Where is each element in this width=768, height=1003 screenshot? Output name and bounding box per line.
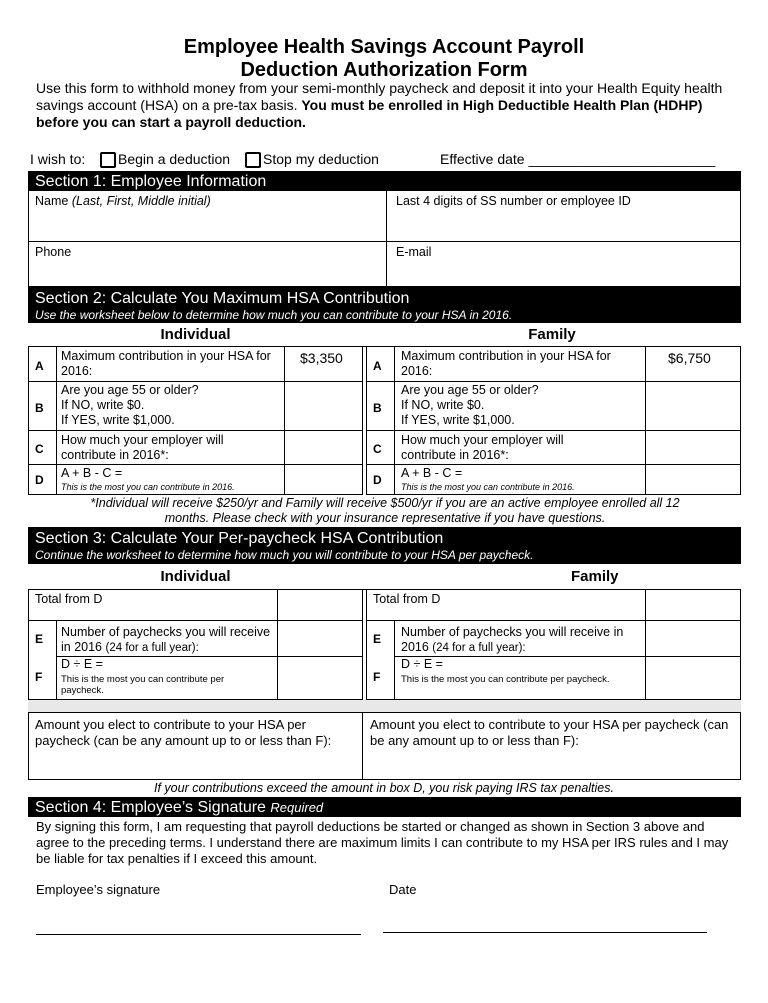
name-field[interactable]: [28, 190, 387, 242]
fam-f-note: This is the most you can contribute per paycheck.: [401, 674, 610, 685]
section3-warning: If your contributions exceed the amount in box D, you risk paying IRS tax penalties.: [154, 781, 614, 795]
ind-d-input[interactable]: [285, 465, 362, 494]
ind-b-line3: If YES, write $1,000.: [61, 413, 175, 427]
footnote-line1: *Individual will receive $250/yr and Family will receive $500/yr if you are an active employee enrolled all 12: [90, 496, 680, 510]
fam-a-value: $6,750: [668, 350, 711, 366]
section3-header: [28, 527, 741, 564]
section3-family-head-text: Family: [571, 568, 619, 585]
ind-a-letter: A: [35, 359, 44, 373]
section2-footnote: [40, 496, 730, 526]
ind-f-text: D ÷ E =: [61, 657, 103, 671]
fam-a-letter: A: [373, 359, 382, 373]
ind-e-text: Number of paychecks you will receive in 2016: [61, 625, 271, 654]
fam-c-text: How much your employer will contribute in 2016*:: [401, 433, 564, 462]
ind-c-input[interactable]: [285, 431, 362, 464]
section4-text: By signing this form, I am requesting that payroll deductions be started or changed as shown in Section 3 above and agree to the preceding terms. I understand there are maximum limits I can contribute to my HSA per IRS rules and I may be liable for tax penalties if I exceed this amount.: [36, 819, 729, 866]
ssn-field[interactable]: [386, 190, 741, 242]
intro-text: Use this form to withhold money from your semi-monthly paycheck and deposit it into your Health Equity health savings account (HSA) on a pre-tax basis.: [36, 80, 723, 113]
fam-e-text-group: [401, 625, 641, 656]
section3-individual-head: Individual: [160, 568, 231, 585]
fam-d-note: This is the most you can contribute in 2016.: [401, 482, 575, 492]
fam-total-input[interactable]: [646, 590, 740, 620]
ind-f-input[interactable]: [278, 657, 362, 699]
ind-total-input[interactable]: [278, 590, 362, 620]
name-label: Name: [35, 194, 69, 208]
phone-field[interactable]: [28, 241, 387, 287]
ind-b-letter: B: [35, 401, 44, 415]
fam-total-label: Total from D: [373, 592, 441, 606]
ind-e-letter: E: [35, 632, 44, 646]
individual-letter-divider: [56, 346, 57, 495]
form-title-line2: Deduction Authorization Form: [240, 59, 528, 81]
begin-deduction-label: Begin a deduction: [118, 151, 231, 167]
fam-b-input[interactable]: [646, 382, 740, 430]
footnote-line2: months. Please check with your insurance representative if you have questions.: [164, 511, 606, 525]
fam-elect-field[interactable]: [362, 712, 741, 780]
phone-label: Phone: [35, 245, 72, 259]
fam-b-line2: If NO, write $0.: [401, 398, 485, 412]
ind-s3-letter-divider: [56, 620, 57, 700]
name-label-group: [29, 191, 386, 209]
ind-c-letter: C: [35, 442, 44, 456]
ind-e-input[interactable]: [278, 621, 362, 656]
fam-a-text: Maximum contribution in your HSA for 2016:: [401, 349, 611, 378]
section3-subtitle: Continue the worksheet to determine how much you will contribute to your HSA per paycheck.: [35, 548, 534, 562]
fam-elect-label: Amount you elect to contribute to your HSA per paycheck (can be any amount up to or less than F):: [370, 717, 729, 748]
ind-a-text: Maximum contribution in your HSA for 2016:: [61, 349, 271, 378]
stop-deduction-label: Stop my deduction: [263, 151, 379, 167]
name-hint: (Last, First, Middle initial): [71, 194, 211, 208]
section2-individual-head: Individual: [160, 326, 231, 343]
ind-e-note: (24 for a full year):: [105, 642, 199, 654]
email-field[interactable]: [386, 241, 741, 287]
ind-e-text-group: [61, 625, 271, 656]
fam-d-input[interactable]: [646, 465, 740, 494]
ind-f-note: This is the most you can contribute per paycheck.: [61, 674, 225, 696]
date-label: Date: [389, 882, 417, 897]
fam-f-input[interactable]: [646, 657, 740, 699]
section2-family-head: Family: [528, 326, 576, 343]
ind-a-value: $3,350: [300, 350, 343, 366]
section4-header: [28, 797, 741, 817]
ssn-label: Last 4 digits of SS number or employee ID: [396, 194, 631, 208]
ind-b-line2: If NO, write $0.: [61, 398, 145, 412]
ind-d-text: A + B - C =: [61, 466, 123, 480]
section3-family-head: [363, 568, 741, 585]
form-title-line1: Employee Health Savings Account Payroll: [183, 36, 585, 58]
ind-elect-label: Amount you elect to contribute to your HSA per paycheck (can be any amount up to or less than F):: [35, 717, 332, 748]
fam-e-input[interactable]: [646, 621, 740, 656]
wish-label: I wish to:: [30, 151, 86, 167]
intro-bold-text: You must be enrolled in High Deductible Health Plan (HDHP) before you can start a payroll deduction.: [36, 97, 703, 130]
section2-title: Section 2: Calculate You Maximum HSA Contribution: [35, 290, 410, 307]
fam-f-text: D ÷ E =: [401, 657, 443, 671]
ind-f-letter: F: [35, 670, 43, 684]
signature-label: Employee’s signature: [36, 882, 161, 897]
section1-title: Section 1: Employee Information: [35, 173, 267, 190]
begin-deduction-checkbox[interactable]: [100, 152, 116, 173]
fam-c-input[interactable]: [646, 431, 740, 464]
fam-c-letter: C: [373, 442, 382, 456]
family-letter-divider: [394, 346, 395, 495]
intro-paragraph: [36, 80, 736, 131]
fam-s3-letter-divider: [394, 620, 395, 700]
section3-title: Section 3: Calculate Your Per-paycheck HSA Contribution: [35, 530, 444, 547]
ind-b-input[interactable]: [285, 382, 362, 430]
signature-line[interactable]: [36, 912, 361, 935]
ind-elect-field[interactable]: [28, 712, 363, 780]
fam-e-text: Number of paychecks you will receive in 2016: [401, 625, 624, 654]
section4-title-group: [28, 797, 741, 817]
section4-required: Required: [270, 800, 324, 815]
ind-c-text: How much your employer will contribute in 2016*:: [61, 433, 224, 462]
fam-d-text: A + B - C =: [401, 466, 463, 480]
fam-b-line1: Are you age 55 or older?: [401, 383, 539, 397]
stop-deduction-checkbox[interactable]: [245, 152, 261, 173]
section2-header: [28, 287, 741, 323]
email-label: E-mail: [396, 245, 432, 259]
section2-subtitle: Use the worksheet below to determine how much you can contribute to your HSA in 2016.: [35, 308, 513, 322]
ind-total-label: Total from D: [35, 592, 103, 606]
fam-f-letter: F: [373, 670, 381, 684]
ind-b-line1: Are you age 55 or older?: [61, 383, 199, 397]
ind-d-letter: D: [35, 473, 44, 487]
effective-date-field[interactable]: Effective date ________________________: [440, 151, 716, 167]
section4-title: Section 4: Employee’s Signature: [35, 799, 266, 816]
fam-b-line3: If YES, write $1,000.: [401, 413, 515, 427]
fam-e-letter: E: [373, 632, 382, 646]
fam-e-note: (24 for a full year):: [432, 642, 526, 654]
fam-b-letter: B: [373, 401, 382, 415]
date-line[interactable]: [383, 910, 707, 933]
ind-d-note: This is the most you can contribute in 2016.: [61, 482, 235, 492]
fam-d-letter: D: [373, 473, 382, 487]
section1-header: [28, 171, 741, 191]
